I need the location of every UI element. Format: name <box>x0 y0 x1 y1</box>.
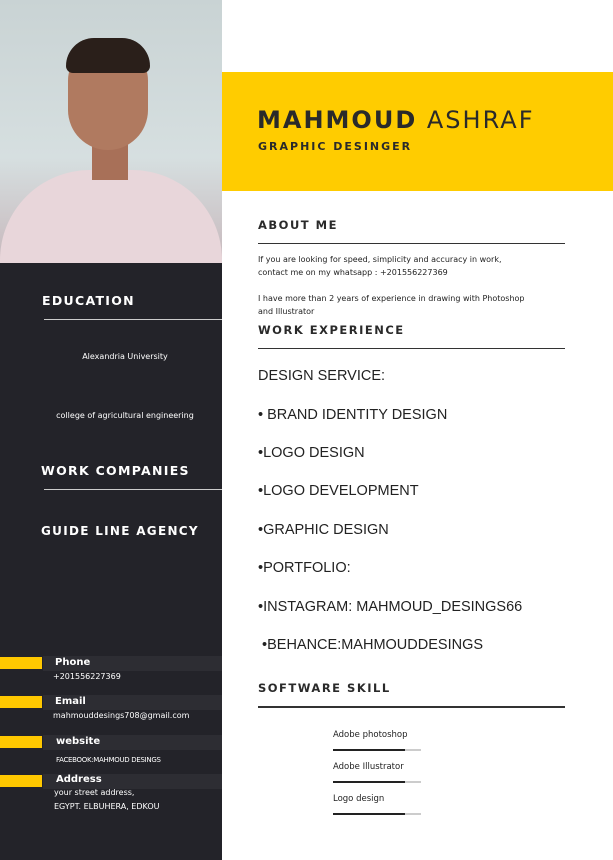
work-item: •INSTAGRAM: MAHMOUD_DESINGS66 <box>258 599 523 615</box>
work-item: •LOGO DEVELOPMENT <box>258 483 419 499</box>
about-heading: ABOUT ME <box>258 218 338 232</box>
work-item: •GRAPHIC DESIGN <box>258 522 389 538</box>
skill-bar <box>333 813 421 815</box>
education-heading: EDUCATION <box>42 293 135 308</box>
address-line1: your street address, <box>54 788 135 797</box>
profile-photo <box>0 0 222 263</box>
company-name: GUIDE LINE AGENCY <box>41 524 199 538</box>
full-name: MAHMOUD ASHRAF <box>257 106 535 134</box>
divider <box>258 348 565 349</box>
phone-value: +201556227369 <box>53 672 121 681</box>
website-label: website <box>56 736 101 747</box>
education-school: Alexandria University <box>82 352 168 361</box>
address-label: Address <box>56 774 102 785</box>
work-item: •LOGO DESIGN <box>258 445 365 461</box>
about-text-1: If you are looking for speed, simplicity and accuracy in work, contact me on my whatsapp : +201556227369 <box>258 255 502 277</box>
divider <box>44 319 222 320</box>
skill-bar <box>333 749 421 751</box>
work-item: • BRAND IDENTITY DESIGN <box>258 407 448 423</box>
address-line2: EGYPT. ELBUHERA, EDKOU <box>54 802 160 811</box>
email-value: mahmouddesings708@gmail.com <box>53 711 190 720</box>
about-text-2: I have more than 2 years of experience in drawing with Photoshop and Illustrator <box>258 294 525 316</box>
work-item: •PORTFOLIO: <box>258 560 351 576</box>
companies-heading: WORK COMPANIES <box>41 463 190 478</box>
email-label: Email <box>55 696 86 707</box>
phone-label: Phone <box>55 657 91 668</box>
divider <box>258 706 565 708</box>
education-college: college of agricultural engineering <box>56 411 194 420</box>
skills-heading: SOFTWARE SKILL <box>258 681 391 695</box>
skill-name: Adobe photoshop <box>333 730 408 740</box>
work-item: •BEHANCE:MAHMOUDDESINGS <box>258 637 484 653</box>
divider <box>258 243 565 244</box>
website-value: FACEBOOK:MAHMOUD DESINGS <box>56 756 161 764</box>
divider <box>44 489 222 490</box>
work-heading: WORK EXPERIENCE <box>258 323 405 337</box>
skill-name: Logo design <box>333 794 385 804</box>
skill-bar <box>333 781 421 783</box>
job-title: GRAPHIC DESINGER <box>258 140 413 153</box>
skill-name: Adobe Illustrator <box>333 762 404 772</box>
work-item: DESIGN SERVICE: <box>258 368 386 384</box>
